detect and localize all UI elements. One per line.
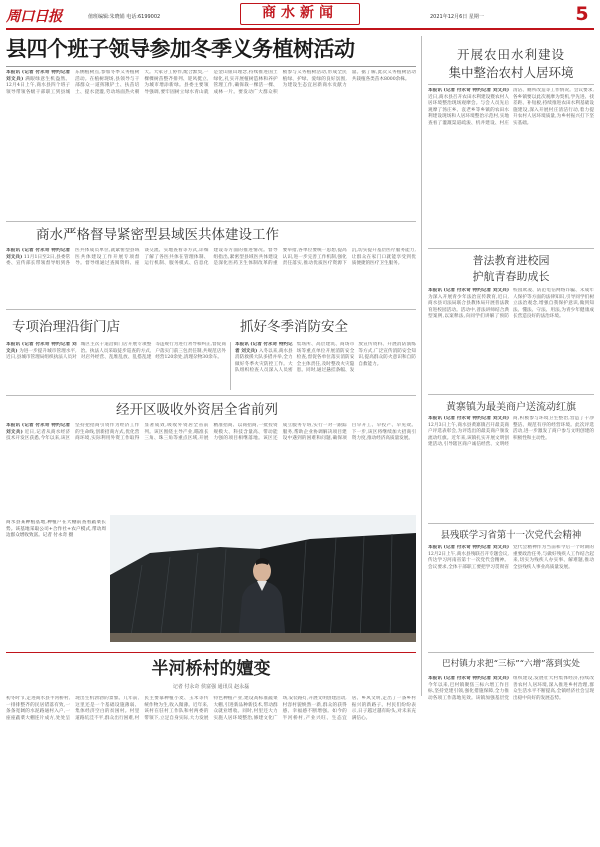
page-number: 5 [575, 3, 589, 25]
article2-byline: 本报讯 (记者 付永奇 特约记者 刘文兵) [6, 248, 71, 260]
article4-byline: 本报讯 (记者 付永奇 特约记者 刘文兵) [235, 342, 293, 354]
article4-body [235, 342, 416, 390]
article2-top-rule [6, 221, 416, 222]
right-d-top-rule [428, 652, 594, 653]
right-a-headline-2: 护航青春助成长 [472, 270, 550, 283]
article3-headline: 专项治理沿街门店 [12, 319, 120, 335]
feature-body: 初冬时节,走进商水县半河桥村,一排排整齐的民居错落有致,一条条宽阔的水泥路通村入户,一座座蔬菜大棚连片成方,处处呈现出生机勃勃的景象。几年前,这里还是一个基础设施薄弱、集体经济空白的贫困村。村里道路坑洼不平,群众出行困难,村民主要靠种植小麦、玉米等传统作物为生,收入微薄。近年来,该村在驻村工作队和村两委的带领下,立足自身实际,大力发展特色种植产业,建设高标准蔬菜大棚,引进新品种新技术,带动群众就业增收。同时,村里还大力实施人居环境整治,修建文化广场,安装路灯,开展文明创建活动,村容村貌焕然一新,群众的获得感、幸福感不断增强。如今的半河桥村,产业兴旺、生态宜居、乡风文明,走出了一条乡村振兴的新路子。村民们纷纷表示,日子越过越有盼头,对未来充满信心。 [6, 696, 416, 721]
article2-headline: 商水严格督导紧密型县域医共体建设工作 [36, 227, 279, 243]
right-a-text: 为深入开展青少年法治宣传教育,近日,商水县司法局联合县教体局开展普法教育进校园活动。活动中,普法讲师结合典型案例,以案释法,向同学们讲解了预防校园欺凌、防范电信网络诈骗、未成年人保护等方面的法律知识,引导同学们树立法治观念,增强自我保护意识,做到知法、懂法、守法、用法,为青少年健康成长营造良好的法治环境。 [428, 288, 594, 320]
right-a-headline-1: 普法教育进校园 [472, 254, 550, 267]
article4-text: 入冬以来,商水县消防救援大队多措并举,全力做好冬季火灾防控工作。大队组织检查人员深入人员密集场所、高层建筑、商场市场等重点单位开展消防安全检查,督促各单位落实消防安全主体责任,及时整改火灾隐患。同时,通过悬挂条幅、发放宣传资料、开展消防演练等方式,广泛宣传消防安全知识,提高群众防火意识和自防自救能力。 [235, 342, 416, 374]
right-c-text: 12月2日上午,商水县残联召开专题会议,传达学习河南省第十一次党代会精神。会议要求,全体干部职工要把学习贯彻省党代会精神作为当前和今后一个时期的重要政治任务,与做好残疾人工作结合起来,切实为残疾人办实事、解难题,推动全县残疾人事业高质量发展。 [428, 545, 594, 570]
article34-vrule [230, 342, 231, 390]
right-d-text: 今年以来,巴村镇聚焦三标六增工作目标,坚持党建引领,强化措施保障,全力推动各项工作落地见效。该镇加强基层党组织建设,发展壮大村集体经济,持续改善农村人居环境,深入推进乡村治理,群众生活水平不断提高,全镇经济社会呈现出稳中向好的发展态势。 [428, 676, 594, 701]
section-title-box [240, 3, 360, 25]
news-photo [110, 515, 416, 642]
right-b-text: 12月3日上午,商水县黄寨镇召开最美商户评选表彰会,为评选出的最美商户颁发流动红旗。近年来,该镇扎实开展文明创建活动,引导辖区商户诚信经营、文明经商,积极参与环境卫生整治,营造了干净整洁、规范有序的经营环境。此次评选活动,进一步激发了商户参与文明创建的积极性和主动性。 [428, 416, 594, 448]
right-a-top-rule [428, 248, 594, 249]
right-d-body [428, 676, 594, 842]
article5-body [6, 423, 416, 503]
photo-caption: 商水县某种植基地,种植户在大棚前查看蔬菜长势。该基地采取公司+合作社+农户模式,带动周边群众增收致富。记者 付永奇 摄 [6, 520, 106, 539]
right-a-byline: 本报讯 (记者 付永奇 特约记者 刘文兵) [428, 288, 509, 293]
right-top-body [428, 88, 594, 242]
right-c-top-rule [428, 523, 594, 524]
right-b-byline: 本报讯 (记者 付永奇 特约记者 刘文兵) [428, 416, 509, 421]
lead-byline: 本报讯 (记者 付永奇 特约记者 刘文兵) [6, 70, 71, 82]
lead-text: 满眼绿意生机盎然。12月4日上午,商水县四个班子领导带领各级干部职工到县城东侧植树点,参加冬季义务植树活动。在植树现场,县领导与干部群众一道挥锹铲土、扶苗培土、提水浇灌,劳动场面热火朝天。大家分工协作,配合默契,一棵棵树苗整齐排列、迎风挺立,为城市增添新绿。县委主要领导强调,要牢固树立绿水青山就是金山银山理念,持续推进国土绿化,扎实开展植树造林和养护管理工作,确保栽一棵活一棵、成林一片。要发动广大群众积极参与义务植树活动,形成全民植绿、护绿、爱绿的良好氛围,为建设生态宜居新商水贡献力量。据了解,此次义务植树活动共栽植各类苗木8000余株。 [6, 70, 416, 95]
right-a-body [428, 288, 594, 388]
feature-headline: 半河桥村的嬗变 [151, 659, 271, 679]
article3-body [6, 342, 226, 390]
masthead-logo: 周口日报 [6, 8, 62, 25]
right-top-text: 近日,商水县召开农田水利建设暨农村人居环境整治现场观摩会。与会人员先后观摩了汤庄乡、袁老乡等乡镇的农田水利建设现场和人居环境整治示范村,实地查看了灌溉渠道疏浚、机井建设、村庄清洁、厕所改造等工作情况。会议要求,各乡镇要以此次观摩为契机,学先进、找差距、补短板,持续推进农田水利基础设施建设,深入开展村庄清洁行动,着力提升农村人居环境质量,为乡村振兴打下坚实基础。 [428, 88, 594, 126]
article34-top-rule [6, 309, 416, 310]
masthead-rule [6, 28, 594, 30]
right-top-headline-2: 集中整治农村人居环境 [448, 65, 574, 80]
masthead-info: 值班编辑:朱晓娟 电话:6199002 [88, 14, 161, 20]
right-b-body [428, 416, 594, 516]
feature-top-rule [6, 652, 416, 653]
article5-headline: 经开区吸收外资居全省前列 [116, 402, 278, 418]
right-top-headline-1: 开展农田水利建设 [456, 47, 565, 62]
right-c-byline: 本报讯 (记者 付永奇 特约记者 刘文兵) [428, 545, 509, 550]
right-top-divider [428, 84, 594, 85]
right-top-byline: 本报讯 (记者 付永奇 特约记者 刘文兵) [428, 88, 509, 93]
masthead [0, 0, 600, 30]
article2-body [6, 248, 416, 304]
right-c-body [428, 545, 594, 645]
lead-headline: 县四个班子领导参加冬季义务植树活动 [6, 36, 355, 61]
right-b-headline: 黄寨镇为最美商户送流动红旗 [446, 402, 576, 413]
article2-text: 11月1日至2日,县委常委、宣传部长带领督导组到各医共体成员单位,就紧密型县域医共体建设工作开展专项督导。督导组通过查阅资料、座谈交流、实地查看等方式,详细了解了各医共体在管理体制、运行机制、服务模式、信息化建设等方面的推进情况。督导组指出,紧密型县域医共体建设是深化医药卫生体制改革的重要举措,各单位要统一思想,提高认识,进一步完善工作机制,强化责任落实,推动优质医疗资源下沉,切实提升基层医疗服务能力,让群众在家门口就能享受到优质便捷的医疗卫生服务。 [6, 248, 416, 267]
article5-byline: 本报讯 (记者 付永奇 特约记者 刘文兵) [6, 423, 71, 435]
article5-top-rule [6, 395, 416, 396]
right-d-headline: 巴村镇力求把“三标”“六增”落到实处 [442, 659, 580, 669]
right-c-headline: 县残联学习省第十一次党代会精神 [440, 530, 582, 541]
masthead-date: 2021年12月6日 星期一 [430, 14, 484, 20]
article4-headline: 抓好冬季消防安全 [240, 319, 348, 335]
article3-text: 为进一步提升城市管理水平,近日,县城市管理局组织执法人员对城区主次干道沿街门店开展专项整治。执法人员采取徒步巡查的方式,对店外经营、乱堆乱放、乱搭乱建等违规行为进行劝导和纠正,督促商户落实门前三包责任制,共规范店外经营120余处,清理杂物30余车。 [6, 342, 226, 361]
vertical-rule [421, 36, 422, 696]
lead-body [6, 70, 416, 216]
greenhouse-photo [110, 515, 416, 642]
article5-text: 近日,记者从商水经济技术开发区获悉,今年以来,该区坚持把招商引资作为经济工作的生命线,创新招商方式,优化营商环境,实际利用外资工作取得显著成效,吸收外资居全省前列。该区围绕主导产业,瞄准长三角、珠三角等重点区域,开展精准招商、以商招商,一批投资规模大、科技含量高、带动能力强的项目相继落地。该区还成立服务专班,实行一对一跟踪服务,帮助企业协调解决项目建设中遇到的困难和问题,确保项目早开工、早投产、早见效。下一步,该区将继续加大招商引资力度,推动经济高质量发展。 [6, 423, 416, 442]
feature-byline: 记者 付永奇 侯富强 通讯员 赵永磊 [172, 684, 250, 690]
section-title: 商水新闻 [262, 5, 338, 21]
right-d-byline: 本报讯 (记者 付永奇 特约记者 刘文兵) [428, 676, 509, 681]
lead-divider [6, 66, 416, 67]
right-b-top-rule [428, 394, 594, 395]
article3-byline: 本报讯 (记者 付永奇 特约记者 刘文兵) [6, 342, 77, 354]
